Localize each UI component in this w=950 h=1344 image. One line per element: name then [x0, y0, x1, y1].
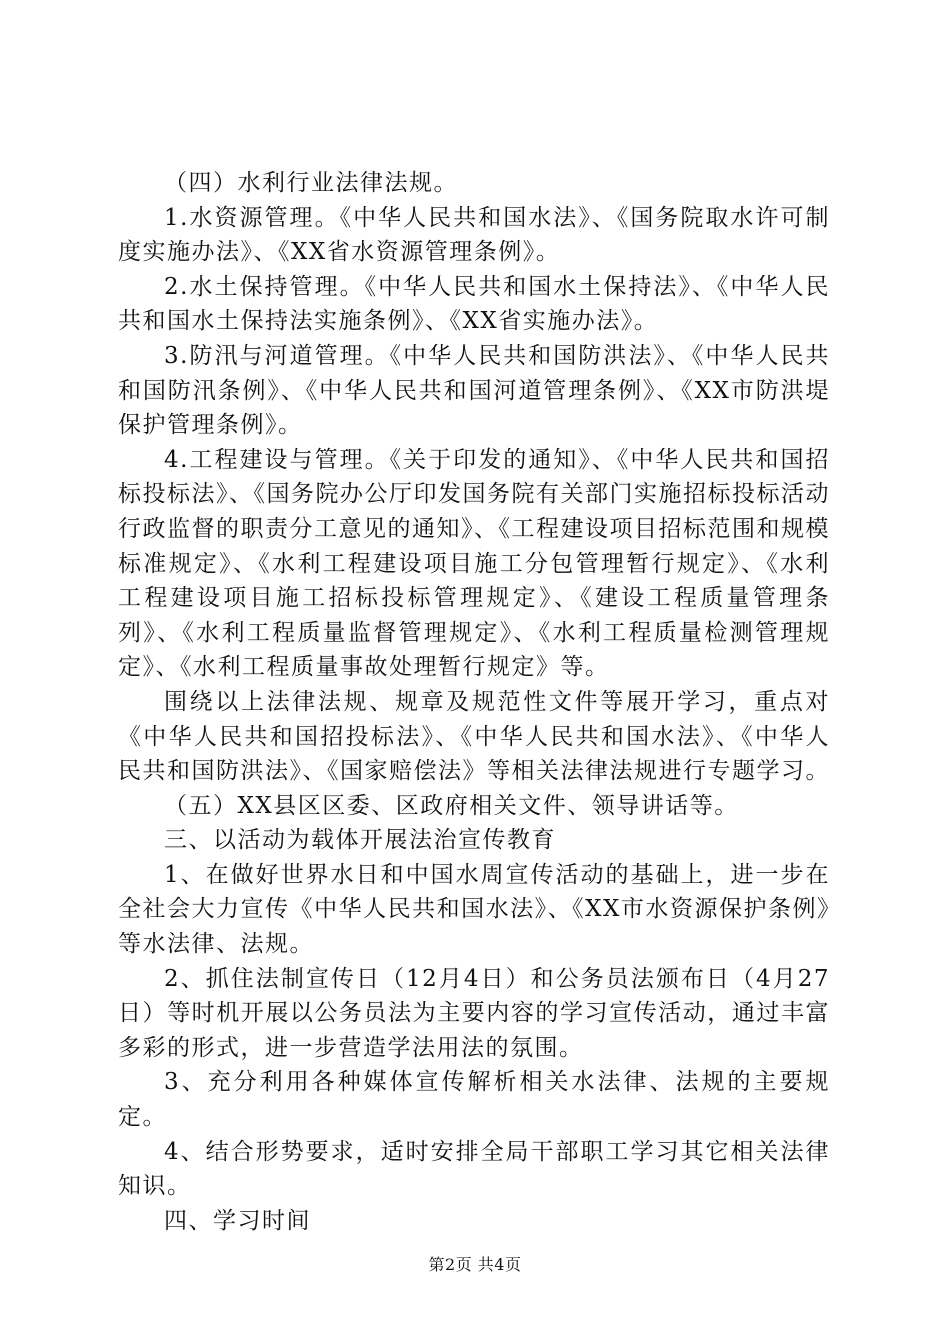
- paragraph-activity-2: 2、抓住法制宣传日（12月4日）和公务员法颁布日（4月27日）等时机开展以公务员法为主要内容的学习宣传活动，通过丰富多彩的形式，进一步营造学法用法的氛围。: [118, 965, 830, 1061]
- paragraph-activity-1: 1、在做好世界水日和中国水周宣传活动的基础上，进一步在全社会大力宣传《中华人民共和国水法》、《XX市水资源保护条例》等水法律、法规。: [118, 861, 830, 958]
- paragraph-activity-4: 4、结合形势要求，适时安排全局干部职工学习其它相关法律知识。: [118, 1138, 830, 1200]
- paragraph-part-3-heading: 三、以活动为载体开展法治宣传教育: [164, 827, 556, 854]
- page-number-footer: 第2页 共4页: [428, 1255, 522, 1274]
- paragraph-soil-conservation: 2.水土保持管理。《中华人民共和国水土保持法》、《中华人民共和国水土保持法实施条例》、《XX省实施办法》。: [118, 273, 830, 335]
- paragraph-flood-control: 3.防汛与河道管理。《中华人民共和国防洪法》、《中华人民共和国防汛条例》、《中华人民共和国河道管理条例》、《XX市防洪堤保护管理条例》。: [118, 342, 830, 439]
- document-body: [118, 166, 830, 1238]
- paragraph-activity-3: 3、充分利用各种媒体宣传解析相关水法律、法规的主要规定。: [118, 1069, 830, 1131]
- paragraph-section-4-heading: （四）水利行业法律法规。: [164, 170, 458, 196]
- paragraph-section-5-heading: （五）XX县区区委、区政府相关文件、领导讲话等。: [164, 792, 739, 819]
- paragraph-part-4-heading: 四、学习时间: [164, 1207, 311, 1234]
- paragraph-engineering: 4.工程建设与管理。《关于印发的通知》、《中华人民共和国招标投标法》、《国务院办公厅印发国务院有关部门实施招标投标活动行政监督的职责分工意见的通知》、《工程建设项目招标范围和规模标准规定》、《水利工程建设项目施工分包管理暂行规定》、《水利工程建设项目施工招标投标管理规定》、《建设工程质量管理条列》、《水利工程质量监督管理规定》、《水利工程质量检测管理规定》、《水利工程质量事故处理暂行规定》等。: [118, 446, 830, 681]
- paragraph-study-focus: 围绕以上法律法规、规章及规范性文件等展开学习，重点对《中华人民共和国招投标法》、《中华人民共和国水法》、《中华人民共和国防洪法》、《国家赔偿法》等相关法律法规进行专题学习。: [118, 688, 830, 785]
- paragraph-water-resources: 1.水资源管理。《中华人民共和国水法》、《国务院取水许可制度实施办法》、《XX省水资源管理条例》。: [118, 204, 830, 266]
